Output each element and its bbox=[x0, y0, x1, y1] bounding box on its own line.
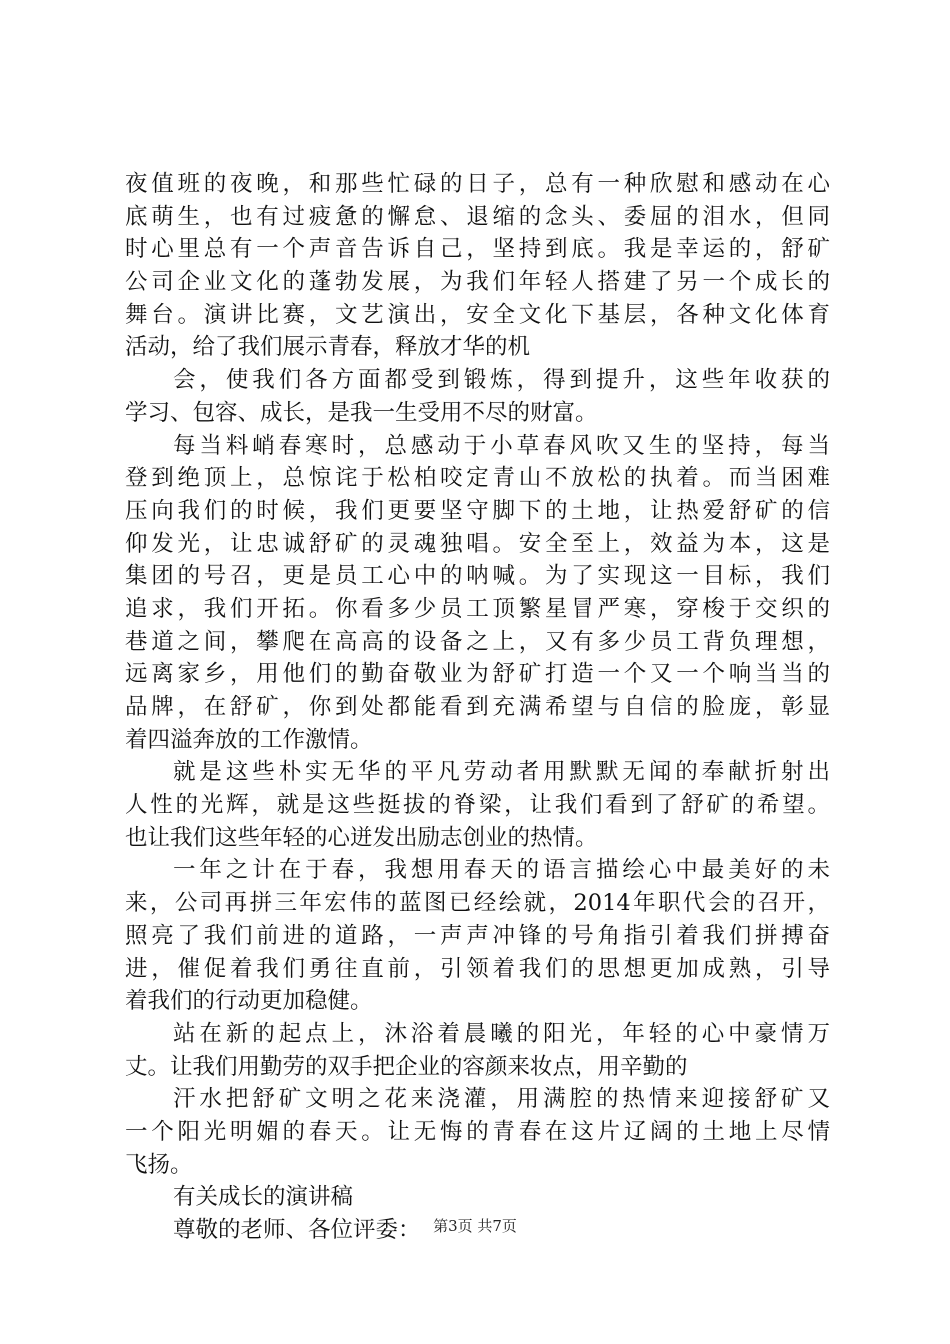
text-line: 压向我们的时候，我们更要坚守脚下的土地，让热爱舒矿的信 bbox=[125, 497, 830, 524]
text-line: 夜值班的夜晚，和那些忙碌的日子，总有一种欣慰和感动在心 bbox=[125, 171, 830, 197]
body-text bbox=[125, 168, 830, 1247]
text-line: 学习、包容、成长，是我一生受用不尽的财富。 bbox=[125, 399, 598, 426]
text-line: 集团的号召，更是员工心中的呐喊。为了实现这一目标，我们 bbox=[125, 563, 830, 590]
text-line: 时心里总有一个声音告诉自己，坚持到底。我是幸运的，舒矿 bbox=[125, 236, 830, 263]
page-footer: 第3页 共7页 bbox=[433, 1217, 517, 1235]
text-line: 舞台。演讲比赛，文艺演出，安全文化下基层，各种文化体育 bbox=[125, 301, 830, 328]
text-line: 会，使我们各方面都受到锻炼，得到提升，这些年收获的 bbox=[173, 367, 830, 394]
text-line: 品牌，在舒矿，你到处都能看到充满希望与自信的脸庞，彰显 bbox=[125, 694, 830, 720]
text-line: 登到绝顶上，总惊诧于松柏咬定青山不放松的执着。而当困难 bbox=[125, 465, 830, 492]
text-line: 汗水把舒矿文明之花来浇灌，用满腔的热情来迎接舒矿又 bbox=[173, 1086, 830, 1113]
text-line: 一个阳光明媚的春天。让无悔的青春在这片辽阔的土地上尽情 bbox=[125, 1118, 830, 1145]
text-line: 活动，给了我们展示青春，释放才华的机 bbox=[125, 334, 531, 361]
text-line: 追求，我们开拓。你看多少员工顶繁星冒严寒，穿梭于交织的 bbox=[125, 595, 830, 622]
text-line: 就是这些朴实无华的平凡劳动者用默默无闻的奉献折射出 bbox=[173, 759, 830, 786]
text-line: 着四溢奔放的工作激情。 bbox=[125, 726, 373, 753]
text-line: 丈。让我们用勤劳的双手把企业的容颜来妆点，用辛勤的 bbox=[125, 1053, 688, 1080]
text-line: 来，公司再拼三年宏伟的蓝图已经绘就，2014年职代会的召开， bbox=[125, 890, 830, 917]
text-line: 巷道之间，攀爬在高高的设备之上，又有多少员工背负理想， bbox=[125, 628, 830, 655]
text-line: 一年之计在于春，我想用春天的语言描绘心中最美好的未 bbox=[173, 857, 830, 884]
text-line: 飞扬。 bbox=[125, 1151, 193, 1178]
text-line: 远离家乡，用他们的勤奋敬业为舒矿打造一个又一个响当当的 bbox=[125, 661, 830, 688]
section-title: 有关成长的演讲稿 bbox=[173, 1184, 354, 1211]
text-line: 进，催促着我们勇往直前，引领着我们的思想更加成熟，引导 bbox=[125, 955, 830, 982]
text-line: 人性的光辉，就是这些挺拔的脊梁，让我们看到了舒矿的希望。 bbox=[125, 792, 830, 819]
text-line: 公司企业文化的蓬勃发展，为我们年轻人搭建了另一个成长的 bbox=[125, 269, 830, 296]
text-line: 也让我们这些年轻的心迸发出励志创业的热情。 bbox=[125, 824, 598, 851]
text-line: 每当料峭春寒时，总感动于小草春风吹又生的坚持，每当 bbox=[173, 432, 830, 459]
text-line: 底萌生，也有过疲惫的懈怠、退缩的念头、委屈的泪水，但同 bbox=[125, 203, 830, 230]
text-line: 仰发光，让忠诚舒矿的灵魂独唱。安全至上，效益为本，这是 bbox=[125, 530, 830, 557]
text-line: 站在新的起点上，沐浴着晨曦的阳光，年轻的心中豪情万 bbox=[173, 1020, 830, 1047]
text-line: 着我们的行动更加稳健。 bbox=[125, 988, 373, 1015]
text-line: 照亮了我们前进的道路，一声声冲锋的号角指引着我们拼搏奋 bbox=[125, 922, 830, 949]
salutation: 尊敬的老师、各位评委： bbox=[173, 1217, 421, 1243]
